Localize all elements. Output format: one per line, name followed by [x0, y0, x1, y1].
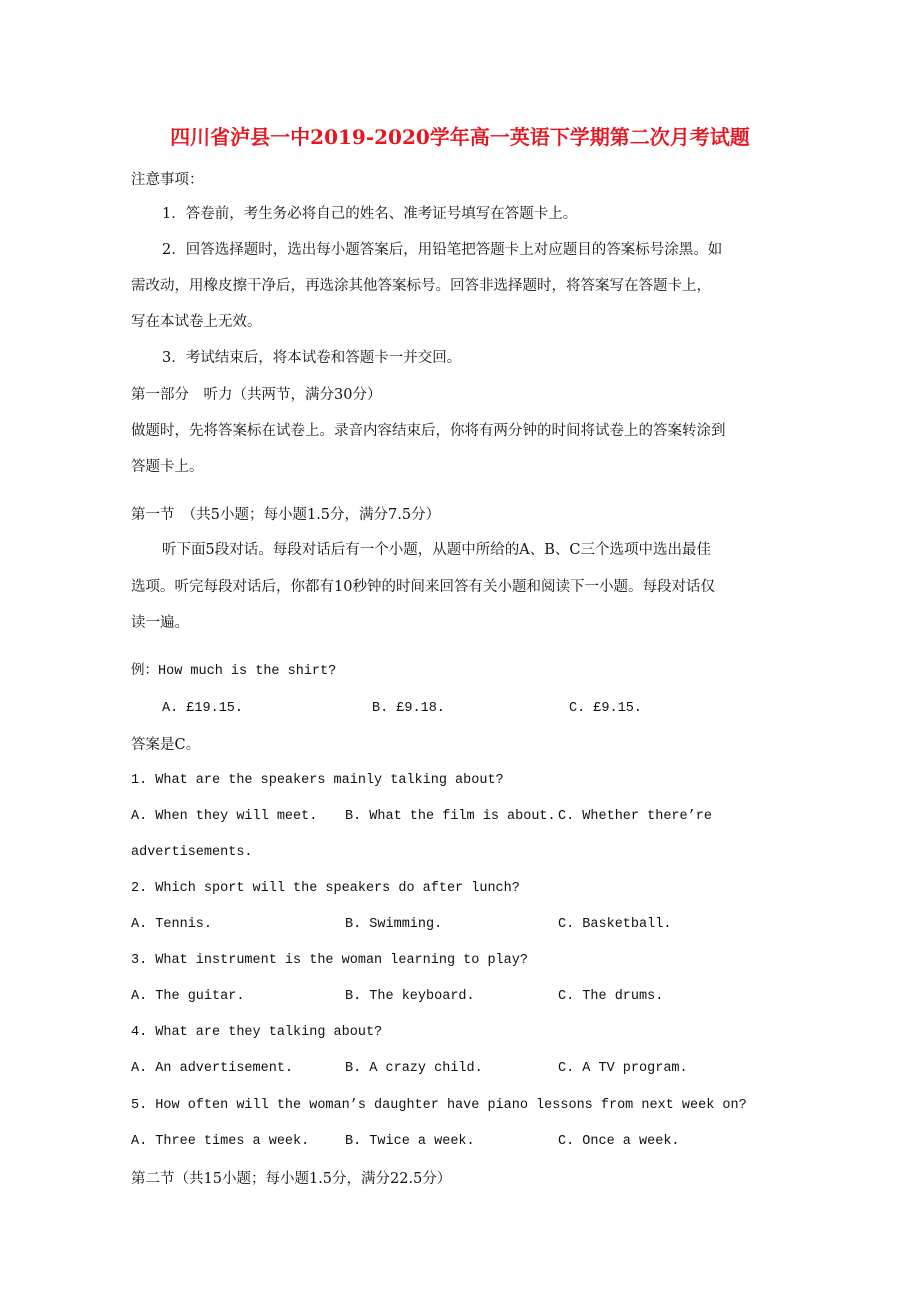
- example-option-a: A. £19.15.: [162, 701, 244, 716]
- question: 5. How often will the woman’s daughter have piano lessons from next week on?: [131, 1098, 747, 1113]
- option-a: A. An advertisement.: [131, 1061, 294, 1076]
- option-b: B. Swimming.: [345, 917, 443, 932]
- example-question: 例：How much is the shirt?: [131, 664, 337, 679]
- example-option-b: B. £9.18.: [372, 701, 445, 716]
- option-a: A. Three times a week.: [131, 1134, 310, 1149]
- section1-instructions: 听下面5段对话。每段对话后有一个小题，从题中所给的A、B、C三个选项中选出最佳: [162, 542, 711, 558]
- option-a: A. When they will meet.: [131, 809, 318, 824]
- question: 4. What are they talking about?: [131, 1025, 383, 1040]
- option-c: C. Whether there’re: [558, 809, 712, 824]
- notice-item: 1．答卷前，考生务必将自己的姓名、准考证号填写在答题卡上。: [162, 206, 578, 222]
- option-a: A. Tennis.: [131, 917, 213, 932]
- notice-item: 写在本试卷上无效。: [131, 314, 262, 330]
- notice-item: 需改动，用橡皮擦干净后，再选涂其他答案标号。回答非选择题时，将答案写在答题卡上，: [131, 278, 711, 294]
- section1-heading: 第一节 （共5小题；每小题1.5分，满分7.5分）: [131, 507, 441, 523]
- question: 2. Which sport will the speakers do after lunch?: [131, 881, 520, 896]
- option-b: B. What the film is about.: [345, 809, 556, 824]
- option-b: B. A crazy child.: [345, 1061, 483, 1076]
- part1-instructions: 答题卡上。: [131, 459, 204, 475]
- section2-heading: 第二节（共15小题；每小题1.5分，满分22.5分）: [131, 1171, 452, 1187]
- section1-instructions: 读一遍。: [131, 615, 189, 631]
- option-c: C. A TV program.: [558, 1061, 688, 1076]
- question: 3. What instrument is the woman learning to play?: [131, 953, 528, 968]
- option-c: C. The drums.: [558, 989, 664, 1004]
- option-c-continued: advertisements.: [131, 845, 253, 860]
- page-title: 四川省泸县一中2019-2020学年高一英语下学期第二次月考试题: [170, 125, 750, 149]
- question: 1. What are the speakers mainly talking about?: [131, 773, 504, 788]
- example-option-c: C. £9.15.: [569, 701, 642, 716]
- option-a: A. The guitar.: [131, 989, 245, 1004]
- notice-item: 2．回答选择题时，选出每小题答案后，用铅笔把答题卡上对应题目的答案标号涂黑。如: [162, 242, 723, 258]
- example-answer: 答案是C。: [131, 737, 201, 753]
- part1-instructions: 做题时，先将答案标在试卷上。录音内容结束后，你将有两分钟的时间将试卷上的答案转涂到: [131, 423, 726, 439]
- notice-item: 3．考试结束后，将本试卷和答题卡一并交回。: [162, 350, 462, 366]
- notice-heading: 注意事项：: [131, 172, 204, 188]
- section1-instructions: 选项。听完每段对话后，你都有10秒钟的时间来回答有关小题和阅读下一小题。每段对话仅: [131, 579, 715, 595]
- part1-heading: 第一部分 听力（共两节，满分30分）: [131, 387, 382, 403]
- option-c: C. Once a week.: [558, 1134, 680, 1149]
- option-b: B. Twice a week.: [345, 1134, 475, 1149]
- option-b: B. The keyboard.: [345, 989, 475, 1004]
- option-c: C. Basketball.: [558, 917, 672, 932]
